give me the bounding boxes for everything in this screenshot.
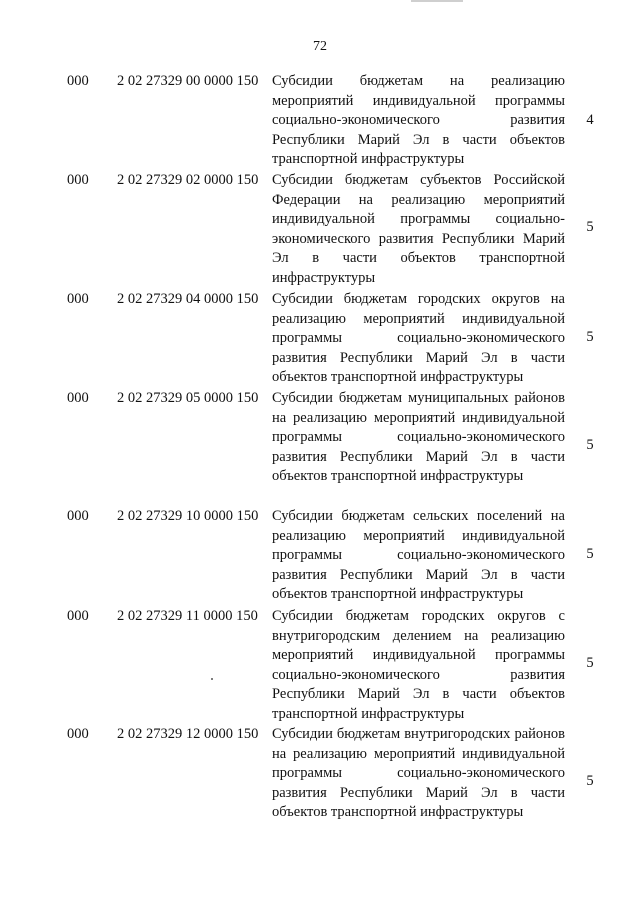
- revenue-description: Субсидии бюджетам городских округов на реализацию мероприятий индивидуальной программы социально-экономического развития Республики Марий Эл в части объектов транспортной инфраструктуры: [272, 291, 565, 385]
- admin-code: 000: [67, 291, 89, 307]
- revenue-description: Субсидии бюджетам субъектов Российской Федерации на реализацию мероприятий индивидуальной программы социально-экономического развития Республики Марий Эл в части объектов транспортной инфраструктуры: [272, 172, 565, 286]
- revenue-description: Субсидии бюджетам муниципальных районов на реализацию мероприятий индивидуальной программы социально-экономического развития Республики Марий Эл в части объектов транспортной инфраструктуры: [272, 390, 565, 484]
- admin-code: 000: [67, 172, 89, 188]
- norm-value: 5: [586, 219, 594, 235]
- norm-value: 5: [586, 437, 594, 453]
- budget-classification-code: 2 02 27329 00 0000 150: [117, 73, 259, 89]
- norm-value: 5: [586, 329, 594, 345]
- page-number: 72: [313, 39, 327, 54]
- revenue-description: Субсидии бюджетам на реализацию мероприятий индивидуальной программы социально-экономического развития Республики Марий Эл в части объектов транспортной инфраструктуры: [272, 73, 565, 167]
- admin-code: 000: [67, 390, 89, 406]
- scan-speck: [211, 678, 213, 680]
- revenue-description: Субсидии бюджетам городских округов с внутригородским делением на реализацию мероприятий индивидуальной программы социально-экономического развития Республики Марий Эл в части объектов транспортной инфраструктуры: [272, 608, 565, 722]
- scan-edge-mark: [411, 0, 463, 2]
- budget-classification-code: 2 02 27329 12 0000 150: [117, 726, 259, 742]
- norm-value: 4: [586, 112, 594, 128]
- admin-code: 000: [67, 608, 89, 624]
- admin-code: 000: [67, 73, 89, 89]
- admin-code: 000: [67, 726, 89, 742]
- budget-classification-code: 2 02 27329 05 0000 150: [117, 390, 259, 406]
- budget-classification-code: 2 02 27329 10 0000 150: [117, 508, 259, 524]
- revenue-description: Субсидии бюджетам сельских поселений на реализацию мероприятий индивидуальной программы социально-экономического развития Республики Марий Эл в части объектов транспортной инфраструктуры: [272, 508, 565, 602]
- revenue-description: Субсидии бюджетам внутригородских районов на реализацию мероприятий индивидуальной программы социально-экономического развития Республики Марий Эл в части объектов транспортной инфраструктуры: [272, 726, 565, 820]
- budget-classification-code: 2 02 27329 04 0000 150: [117, 291, 259, 307]
- norm-value: 5: [586, 773, 594, 789]
- budget-classification-code: 2 02 27329 11 0000 150: [117, 608, 258, 624]
- admin-code: 000: [67, 508, 89, 524]
- budget-classification-code: 2 02 27329 02 0000 150: [117, 172, 259, 188]
- norm-value: 5: [586, 655, 594, 671]
- norm-value: 5: [586, 546, 594, 562]
